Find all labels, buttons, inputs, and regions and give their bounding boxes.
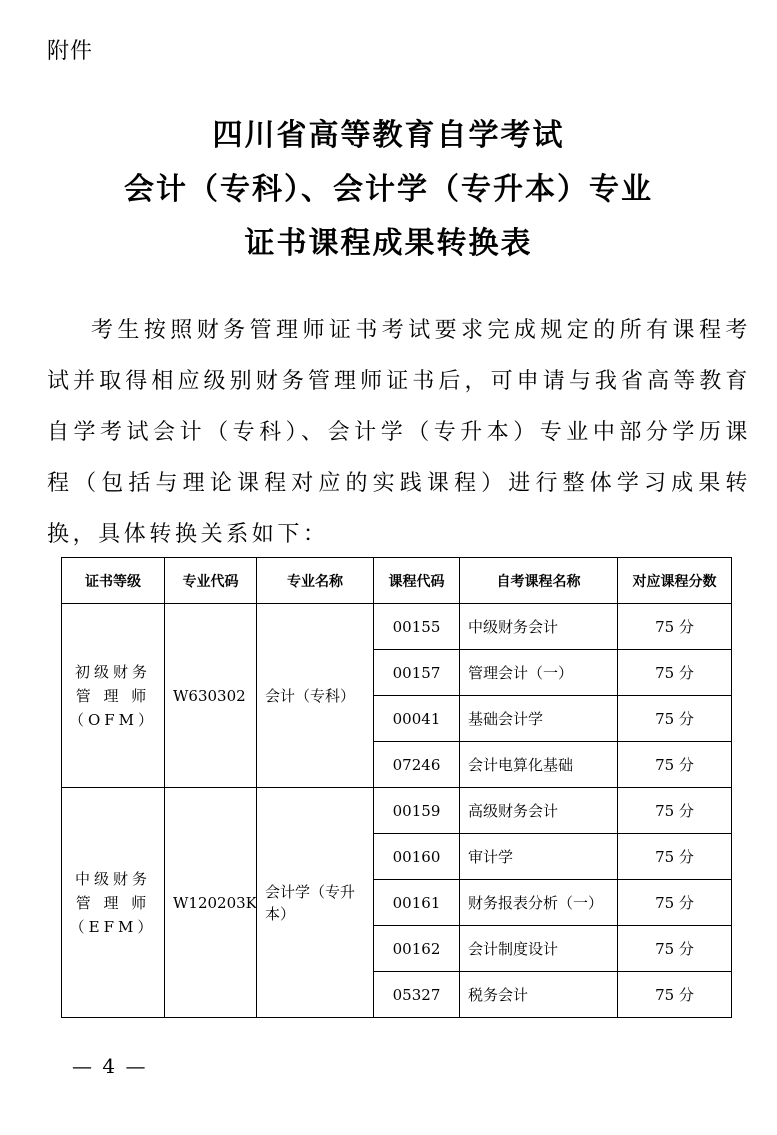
course-code-cell: 00155 [374, 604, 460, 650]
cert-level-line: （EFM） [69, 917, 157, 936]
table-header-row [62, 558, 732, 604]
title-line-1: 四川省高等教育自学考试 [212, 118, 565, 153]
course-code-cell: 00157 [374, 650, 460, 696]
course-name-cell: 财务报表分析（一） [460, 880, 618, 926]
header-major-code: 专业代码 [165, 558, 257, 604]
header-cert-level: 证书等级 [62, 558, 165, 604]
page-number: — 4 — [72, 1054, 148, 1078]
intro-paragraph: 考生按照财务管理师证书考试要求完成规定的所有课程考试并取得相应级别财务管理师证书后，可申请与我省高等教育自学考试会计（专科）、会计学（专升本）专业中部分学历课程（包括与理论课程对应的实践课程）进行整体学习成果转换，具体转换关系如下： [47, 318, 751, 547]
title-line-3: 证书课程成果转换表 [244, 226, 533, 261]
course-name-cell: 税务会计 [460, 972, 618, 1018]
score-cell: 75 分 [618, 788, 732, 834]
annex-label: 附件 [47, 39, 94, 64]
cert-level-line: 初级财务 [74, 662, 151, 681]
course-name-cell: 审计学 [460, 834, 618, 880]
cert-level-line: 管 理 师 [75, 893, 151, 912]
course-code-cell: 00162 [374, 926, 460, 972]
score-cell: 75 分 [618, 880, 732, 926]
score-cell: 75 分 [618, 972, 732, 1018]
conversion-table [61, 557, 732, 1018]
course-name-cell: 中级财务会计 [460, 604, 618, 650]
major-code-cell: W120203K [165, 788, 257, 1018]
major-name-cell: 会计学（专升本） [257, 788, 374, 1018]
course-name-cell: 基础会计学 [460, 696, 618, 742]
course-name-cell: 管理会计（一） [460, 650, 618, 696]
cert-level-cell [62, 788, 165, 1018]
table-row [62, 788, 732, 834]
header-score: 对应课程分数 [618, 558, 732, 604]
course-code-cell: 00160 [374, 834, 460, 880]
course-code-cell: 07246 [374, 742, 460, 788]
score-cell: 75 分 [618, 696, 732, 742]
major-code-cell: W630302 [165, 604, 257, 788]
cert-level-cell [62, 604, 165, 788]
score-cell: 75 分 [618, 834, 732, 880]
course-name-cell: 会计电算化基础 [460, 742, 618, 788]
major-name-cell: 会计（专科） [257, 604, 374, 788]
score-cell: 75 分 [618, 742, 732, 788]
course-name-cell: 高级财务会计 [460, 788, 618, 834]
cert-level-line: 管 理 师 [75, 686, 151, 705]
header-course-code: 课程代码 [374, 558, 460, 604]
score-cell: 75 分 [618, 604, 732, 650]
title-line-2: 会计（专科）、会计学（专升本）专业 [124, 172, 653, 207]
cert-level-line: 中级财务 [74, 869, 151, 888]
course-code-cell: 00041 [374, 696, 460, 742]
course-code-cell: 00159 [374, 788, 460, 834]
header-course-name: 自考课程名称 [460, 558, 618, 604]
header-major-name: 专业名称 [257, 558, 374, 604]
score-cell: 75 分 [618, 650, 732, 696]
course-code-cell: 05327 [374, 972, 460, 1018]
course-name-cell: 会计制度设计 [460, 926, 618, 972]
score-cell: 75 分 [618, 926, 732, 972]
course-code-cell: 00161 [374, 880, 460, 926]
table-row [62, 604, 732, 650]
cert-level-line: （OFM） [68, 710, 158, 729]
